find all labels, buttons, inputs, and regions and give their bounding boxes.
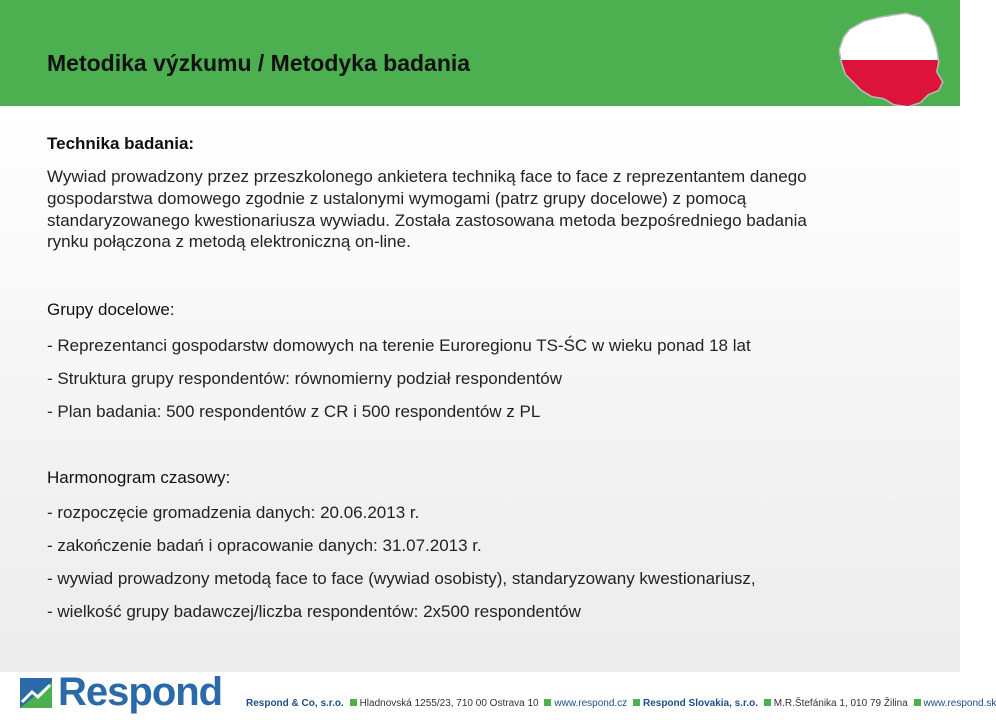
respond-logo-text: Respond <box>58 670 223 714</box>
technika-heading: Technika badania: <box>47 134 195 153</box>
footer-square-icon <box>764 699 771 706</box>
harmonogram-item-3: - wywiad prowadzony metodą face to face (wywiad osobisty), standaryzowany kwestionariusz, <box>47 569 756 588</box>
address-cz: Hladnovská 1255/23, 710 00 Ostrava 10 <box>359 698 539 709</box>
footer-square-icon <box>350 699 357 706</box>
harmonogram-heading: Harmonogram czasowy: <box>47 468 231 487</box>
grupy-item-2: - Struktura grupy respondentów: równomierny podział respondentów <box>47 369 562 388</box>
company-sk: Respond Slovakia, s.r.o. <box>642 698 759 709</box>
web-sk-link[interactable]: www.respond.sk <box>923 698 996 709</box>
technika-line-1: Wywiad prowadzony przez przeszkolonego ankietera techniką face to face z reprezentantem danego <box>47 167 807 186</box>
page-title: Metodika výzkumu / Metodyka badania <box>47 50 471 76</box>
respond-logo-mark-icon <box>20 678 52 708</box>
company-cz: Respond & Co, s.r.o. <box>246 698 344 709</box>
footer-square-icon <box>544 699 551 706</box>
web-cz-link[interactable]: www.respond.cz <box>554 698 628 709</box>
grupy-item-3: - Plan badania: 500 respondentów z CR i 500 respondentów z PL <box>47 402 541 421</box>
harmonogram-item-2: - zakończenie badań i opracowanie danych: 31.07.2013 r. <box>47 536 482 555</box>
poland-map-flag-icon <box>828 10 950 108</box>
footer-contact <box>246 698 996 709</box>
footer-square-icon <box>914 699 921 706</box>
harmonogram-item-1: - rozpoczęcie gromadzenia danych: 20.06.2013 r. <box>47 503 420 522</box>
technika-line-3: standaryzowanego kwestionariusza wywiadu. Została zastosowana metoda bezpośredniego badania <box>47 211 807 230</box>
address-sk: M.R.Štefánika 1, 010 79 Žilina <box>773 698 908 709</box>
grupy-item-1: - Reprezentanci gospodarstw domowych na terenie Euroregionu TS-ŚC w wieku ponad 18 lat <box>47 336 751 355</box>
grupy-heading: Grupy docelowe: <box>47 300 175 319</box>
technika-line-2: gospodarstwa domowego zgodnie z ustalonymi wymogami (patrz grupy docelowe) z pomocą <box>47 189 747 208</box>
footer-square-icon <box>633 699 640 706</box>
technika-line-4: rynku połączona z metodą elektroniczną on-line. <box>47 232 411 251</box>
harmonogram-item-4: - wielkość grupy badawczej/liczba respondentów: 2x500 respondentów <box>47 602 581 621</box>
header-bar <box>0 0 960 106</box>
